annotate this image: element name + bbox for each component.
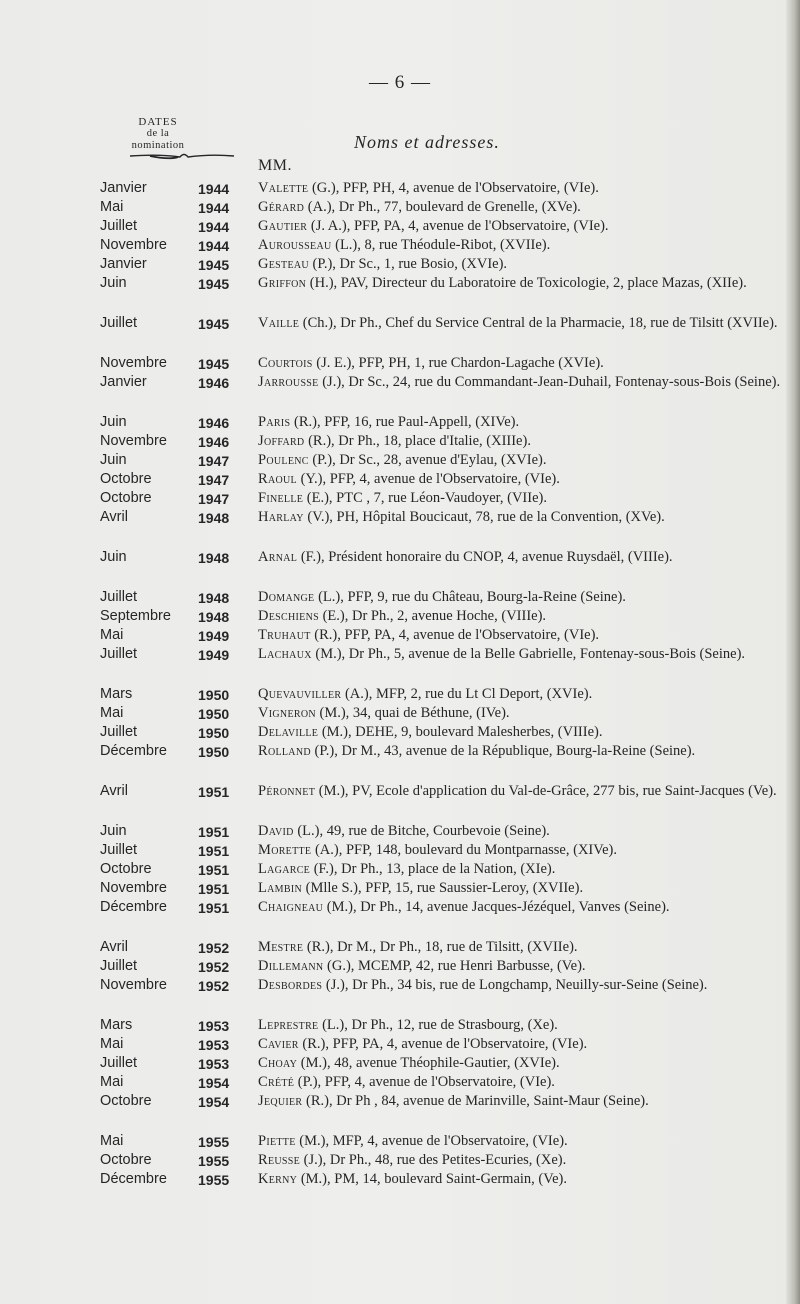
member-details: (V.), PH, Hôpital Boucicaut, 78, rue de la Convention, (XVe). xyxy=(303,509,665,525)
nomination-year: 1947 xyxy=(198,491,230,507)
list-item xyxy=(0,626,800,645)
member-details: (R.), PFP, PA, 4, avenue de l'Observatoire, (VIe). xyxy=(298,1036,588,1052)
nomination-month: Juillet xyxy=(100,315,138,331)
member-details: (H.), PAV, Directeur du Laboratoire de Toxicologie, 2, place Mazas, (XIIe). xyxy=(306,275,747,291)
member-name: Gesteau xyxy=(258,256,309,272)
list-item xyxy=(0,1092,800,1132)
nomination-year: 1944 xyxy=(198,200,230,216)
nomination-month: Décembre xyxy=(100,1171,167,1187)
nomination-year: 1955 xyxy=(198,1134,230,1150)
nomination-month: Juillet xyxy=(100,724,138,740)
member-entry-text xyxy=(258,1073,788,1092)
member-name: Rolland xyxy=(258,743,311,759)
list-item xyxy=(0,1132,800,1151)
dates-header-line: DATES xyxy=(138,116,178,128)
nomination-year: 1951 xyxy=(198,843,230,859)
nomination-month: Juin xyxy=(100,275,127,291)
list-item xyxy=(0,548,800,588)
member-name: Vaille xyxy=(258,315,300,331)
nomination-month: Octobre xyxy=(100,1093,152,1109)
nomination-month: Mai xyxy=(100,627,124,643)
member-name: Péronnet xyxy=(258,783,316,799)
member-entry-text xyxy=(258,198,788,217)
member-details: (A.), Dr Ph., 77, boulevard de Grenelle, (XVe). xyxy=(304,199,581,215)
member-name: Lachaux xyxy=(258,646,312,662)
member-entry-text xyxy=(258,898,788,938)
member-details: (M.), 48, avenue Théophile-Gautier, (XVIe). xyxy=(297,1055,560,1071)
member-details: (R.), Dr Ph , 84, avenue de Marinville, Saint-Maur (Seine). xyxy=(302,1093,649,1109)
member-details: (P.), Dr Sc., 1, rue Bosio, (XVIe). xyxy=(308,256,508,272)
nomination-year: 1947 xyxy=(198,472,230,488)
member-entry-text xyxy=(258,879,788,898)
member-name: Joffard xyxy=(258,433,305,449)
member-name: Chaigneau xyxy=(258,899,324,915)
member-entry-text xyxy=(258,645,788,685)
nomination-month: Janvier xyxy=(100,180,147,196)
nomination-month: Juin xyxy=(100,549,127,565)
nomination-month: Juillet xyxy=(100,1055,138,1071)
nomination-year: 1954 xyxy=(198,1075,230,1091)
nomination-month: Janvier xyxy=(100,256,147,272)
nomination-month: Mai xyxy=(100,1133,124,1149)
list-item xyxy=(0,723,800,742)
nomination-month: Avril xyxy=(100,939,128,955)
member-name: Gérard xyxy=(258,199,305,215)
member-name: Harlay xyxy=(258,509,304,525)
member-name: Raoul xyxy=(258,471,297,487)
member-name: Valette xyxy=(258,180,309,196)
member-entry-text xyxy=(258,685,788,704)
nomination-year: 1946 xyxy=(198,415,230,431)
member-entry-text xyxy=(258,548,788,588)
list-item xyxy=(0,451,800,470)
list-item xyxy=(0,742,800,782)
member-entry-text xyxy=(258,314,788,354)
member-entry-text xyxy=(258,588,788,607)
member-entry-text xyxy=(258,976,788,1016)
member-entry-text xyxy=(258,432,788,451)
list-item xyxy=(0,1054,800,1073)
member-details: (J. E.), PFP, PH, 1, rue Chardon-Lagache (XVIe). xyxy=(312,355,604,371)
nomination-month: Décembre xyxy=(100,743,167,759)
list-item xyxy=(0,255,800,274)
nomination-year: 1955 xyxy=(198,1153,230,1169)
nomination-year: 1944 xyxy=(198,238,230,254)
nomination-month: Juillet xyxy=(100,958,138,974)
nomination-year: 1945 xyxy=(198,316,230,332)
member-name: Deschiens xyxy=(258,608,319,624)
nomination-year: 1952 xyxy=(198,978,230,994)
nomination-month: Juin xyxy=(100,823,127,839)
member-name: Poulenc xyxy=(258,452,309,468)
nomination-month: Novembre xyxy=(100,977,167,993)
member-details: (L.), Dr Ph., 12, rue de Strasbourg, (Xe). xyxy=(318,1017,558,1033)
list-item xyxy=(0,645,800,685)
nomination-month: Juillet xyxy=(100,589,138,605)
member-entry-text xyxy=(258,841,788,860)
nomination-year: 1953 xyxy=(198,1018,230,1034)
member-name: Quevauviller xyxy=(258,686,342,702)
nomination-month: Novembre xyxy=(100,880,167,896)
member-details: (R.), PFP, 16, rue Paul-Appell, (XIVe). xyxy=(290,414,520,430)
member-details: (J.), Dr Ph., 48, rue des Petites-Ecuries, (Xe). xyxy=(300,1152,567,1168)
nomination-month: Janvier xyxy=(100,374,147,390)
nomination-year: 1951 xyxy=(198,784,230,800)
list-item xyxy=(0,1073,800,1092)
nomination-year: 1948 xyxy=(198,609,230,625)
nomination-month: Juillet xyxy=(100,842,138,858)
member-entry-text xyxy=(258,1132,788,1151)
member-entry-text xyxy=(258,489,788,508)
list-item xyxy=(0,607,800,626)
member-details: (G.), PFP, PH, 4, avenue de l'Observatoire, (VIe). xyxy=(308,180,599,196)
nomination-month: Mai xyxy=(100,1036,124,1052)
member-name: Gautier xyxy=(258,218,308,234)
list-item xyxy=(0,373,800,413)
member-details: (A.), MFP, 2, rue du Lt Cl Deport, (XVIe). xyxy=(341,686,593,702)
member-name: Arnal xyxy=(258,549,298,565)
nomination-year: 1949 xyxy=(198,647,230,663)
list-item xyxy=(0,1151,800,1170)
nomination-month: Octobre xyxy=(100,1152,152,1168)
list-item xyxy=(0,898,800,938)
member-entry-text xyxy=(258,1092,788,1132)
member-entry-text xyxy=(258,179,788,198)
list-item xyxy=(0,354,800,373)
member-details: (P.), Dr Sc., 28, avenue d'Eylau, (XVIe). xyxy=(308,452,547,468)
member-name: Reusse xyxy=(258,1152,301,1168)
member-name: Leprestre xyxy=(258,1017,319,1033)
nomination-month: Juin xyxy=(100,452,127,468)
nomination-year: 1951 xyxy=(198,862,230,878)
dates-column-header xyxy=(108,116,208,152)
nomination-year: 1947 xyxy=(198,453,230,469)
nomination-month: Mai xyxy=(100,1074,124,1090)
member-name: Courtois xyxy=(258,355,313,371)
list-item xyxy=(0,470,800,489)
member-entry-text xyxy=(258,860,788,879)
nomination-year: 1952 xyxy=(198,959,230,975)
nomination-year: 1944 xyxy=(198,219,230,235)
member-details: (Mlle S.), PFP, 15, rue Saussier-Leroy, (XVIIe). xyxy=(302,880,584,896)
nomination-month: Septembre xyxy=(100,608,171,624)
salutation: MM. xyxy=(258,157,292,174)
member-name: Morette xyxy=(258,842,312,858)
nomination-year: 1955 xyxy=(198,1172,230,1188)
member-entry-text xyxy=(258,723,788,742)
nomination-year: 1948 xyxy=(198,590,230,606)
member-entry-text xyxy=(258,704,788,723)
nomination-month: Juillet xyxy=(100,218,138,234)
member-details: (J.), Dr Sc., 24, rue du Commandant-Jean-Duhail, Fontenay-sous-Bois (Seine). xyxy=(318,374,781,390)
member-name: Cavier xyxy=(258,1036,299,1052)
member-name: Truhaut xyxy=(258,627,311,643)
nomination-year: 1951 xyxy=(198,824,230,840)
list-item xyxy=(0,860,800,879)
member-entry-text xyxy=(258,413,788,432)
member-details: (M.), DEHE, 9, boulevard Malesherbes, (VIIIe). xyxy=(318,724,603,740)
member-name: Aurousseau xyxy=(258,237,332,253)
nomination-month: Octobre xyxy=(100,490,152,506)
nomination-month: Mars xyxy=(100,686,133,702)
list-item xyxy=(0,938,800,957)
list-item xyxy=(0,489,800,508)
member-entry-text xyxy=(258,217,788,236)
list-item xyxy=(0,217,800,236)
nomination-year: 1950 xyxy=(198,725,230,741)
nomination-year: 1946 xyxy=(198,375,230,391)
member-details: (A.), PFP, 148, boulevard du Montparnasse, (XIVe). xyxy=(311,842,617,858)
nomination-month: Décembre xyxy=(100,899,167,915)
list-item xyxy=(0,588,800,607)
list-item xyxy=(0,782,800,822)
nomination-month: Octobre xyxy=(100,861,152,877)
list-item xyxy=(0,198,800,217)
member-details: (P.), Dr M., 43, avenue de la République, Bourg-la-Reine (Seine). xyxy=(310,743,696,759)
nomination-year: 1944 xyxy=(198,181,230,197)
list-item xyxy=(0,432,800,451)
nomination-year: 1952 xyxy=(198,940,230,956)
member-entry-text xyxy=(258,1035,788,1054)
member-details: (E.), Dr Ph., 2, avenue Hoche, (VIIIe). xyxy=(318,608,547,624)
member-entry-text xyxy=(258,354,788,373)
list-item xyxy=(0,1035,800,1054)
nomination-year: 1945 xyxy=(198,276,230,292)
member-details: (M.), MFP, 4, avenue de l'Observatoire, (VIe). xyxy=(295,1133,568,1149)
member-details: (J. A.), PFP, PA, 4, avenue de l'Observatoire, (VIe). xyxy=(307,218,609,234)
member-details: (M.), PV, Ecole d'application du Val-de-Grâce, 277 bis, rue Saint-Jacques (Ve). xyxy=(315,783,777,799)
list-item xyxy=(0,1016,800,1035)
member-name: Finelle xyxy=(258,490,304,506)
names-column-header: Noms et adresses. xyxy=(354,132,500,152)
member-details: (L.), 49, rue de Bitche, Courbevoie (Seine). xyxy=(293,823,550,839)
member-entry-text xyxy=(258,1170,788,1189)
member-details: (M.), 34, quai de Béthune, (IVe). xyxy=(315,705,510,721)
member-entry-text xyxy=(258,626,788,645)
nomination-month: Juillet xyxy=(100,646,138,662)
member-details: (J.), Dr Ph., 34 bis, rue de Longchamp, Neuilly-sur-Seine (Seine). xyxy=(322,977,708,993)
dates-header-line: de la xyxy=(146,128,170,139)
member-name: Jarrousse xyxy=(258,374,319,390)
member-details: (L.), PFP, 9, rue du Château, Bourg-la-Reine (Seine). xyxy=(314,589,626,605)
member-details: (R.), Dr M., Dr Ph., 18, rue de Tilsitt, (XVIIe). xyxy=(303,939,578,955)
list-item xyxy=(0,179,800,198)
member-name: Crété xyxy=(258,1074,295,1090)
member-name: Jequier xyxy=(258,1093,303,1109)
nomination-year: 1950 xyxy=(198,706,230,722)
nomination-year: 1951 xyxy=(198,881,230,897)
member-name: Vigneron xyxy=(258,705,316,721)
nomination-month: Novembre xyxy=(100,355,167,371)
nomination-year: 1948 xyxy=(198,510,230,526)
nomination-month: Avril xyxy=(100,783,128,799)
member-name: David xyxy=(258,823,294,839)
page-number: — 6 — xyxy=(369,72,431,93)
member-details: (F.), Dr Ph., 13, place de la Nation, (XIe). xyxy=(310,861,556,877)
nomination-year: 1950 xyxy=(198,744,230,760)
ornament-divider xyxy=(130,150,234,164)
list-item xyxy=(0,704,800,723)
member-name: Griffon xyxy=(258,275,307,291)
member-entry-text xyxy=(258,470,788,489)
nomination-year: 1948 xyxy=(198,550,230,566)
member-entry-text xyxy=(258,373,788,413)
member-entry-text xyxy=(258,822,788,841)
nomination-month: Mai xyxy=(100,199,124,215)
member-name: Lagarce xyxy=(258,861,311,877)
list-item xyxy=(0,274,800,314)
member-name: Lambin xyxy=(258,880,302,896)
member-details: (M.), Dr Ph., 5, avenue de la Belle Gabrielle, Fontenay-sous-Bois (Seine). xyxy=(311,646,746,662)
member-entry-text xyxy=(258,1016,788,1035)
nomination-month: Mai xyxy=(100,705,124,721)
nomination-month: Novembre xyxy=(100,433,167,449)
member-entry-text xyxy=(258,274,788,314)
member-entry-text xyxy=(258,782,788,822)
list-item xyxy=(0,685,800,704)
member-name: Delaville xyxy=(258,724,319,740)
member-details: (R.), PFP, PA, 4, avenue de l'Observatoire, (VIe). xyxy=(310,627,600,643)
nomination-year: 1951 xyxy=(198,900,230,916)
member-details: (Ch.), Dr Ph., Chef du Service Central de la Pharmacie, 18, rue de Tilsitt (XVIIe). xyxy=(299,315,778,331)
member-entry-text xyxy=(258,255,788,274)
member-name: Mestre xyxy=(258,939,304,955)
nomination-month: Novembre xyxy=(100,237,167,253)
list-item xyxy=(0,413,800,432)
member-details: (R.), Dr Ph., 18, place d'Italie, (XIIIe). xyxy=(304,433,531,449)
member-details: (P.), PFP, 4, avenue de l'Observatoire, (VIe). xyxy=(294,1074,555,1090)
member-details: (L.), 8, rue Théodule-Ribot, (XVIIe). xyxy=(331,237,551,253)
member-details: (M.), PM, 14, boulevard Saint-Germain, (Ve). xyxy=(297,1171,568,1187)
member-details: (Y.), PFP, 4, avenue de l'Observatoire, (VIe). xyxy=(296,471,560,487)
member-details: (E.), PTC , 7, rue Léon-Vaudoyer, (VIIe). xyxy=(303,490,547,506)
member-entry-text xyxy=(258,236,788,255)
member-entry-text xyxy=(258,957,788,976)
list-item xyxy=(0,822,800,841)
member-details: (F.), Président honoraire du CNOP, 4, avenue Ruysdaël, (VIIIe). xyxy=(297,549,673,565)
list-item xyxy=(0,957,800,976)
member-name: Piette xyxy=(258,1133,296,1149)
list-item xyxy=(0,508,800,548)
nomination-year: 1945 xyxy=(198,257,230,273)
member-entry-text xyxy=(258,508,788,548)
nomination-month: Juin xyxy=(100,414,127,430)
nomination-year: 1946 xyxy=(198,434,230,450)
member-list xyxy=(0,179,800,1189)
member-entry-text xyxy=(258,607,788,626)
member-name: Paris xyxy=(258,414,291,430)
list-item xyxy=(0,236,800,255)
nomination-year: 1950 xyxy=(198,687,230,703)
member-entry-text xyxy=(258,1054,788,1073)
list-item xyxy=(0,841,800,860)
member-details: (M.), Dr Ph., 14, avenue Jacques-Jézéquel, Vanves (Seine). xyxy=(323,899,670,915)
member-entry-text xyxy=(258,742,788,782)
dates-header-line: nomination xyxy=(131,140,185,151)
member-name: Desbordes xyxy=(258,977,323,993)
member-name: Dillemann xyxy=(258,958,324,974)
member-entry-text xyxy=(258,1151,788,1170)
nomination-year: 1945 xyxy=(198,356,230,372)
list-item xyxy=(0,879,800,898)
nomination-month: Avril xyxy=(100,509,128,525)
member-name: Kerny xyxy=(258,1171,298,1187)
nomination-year: 1949 xyxy=(198,628,230,644)
nomination-month: Mars xyxy=(100,1017,133,1033)
member-name: Choay xyxy=(258,1055,298,1071)
list-item xyxy=(0,1170,800,1189)
member-details: (G.), MCEMP, 42, rue Henri Barbusse, (Ve). xyxy=(323,958,586,974)
member-name: Domange xyxy=(258,589,315,605)
list-item xyxy=(0,314,800,354)
member-entry-text xyxy=(258,451,788,470)
nomination-year: 1954 xyxy=(198,1094,230,1110)
list-item xyxy=(0,976,800,1016)
nomination-month: Octobre xyxy=(100,471,152,487)
member-entry-text xyxy=(258,938,788,957)
nomination-year: 1953 xyxy=(198,1056,230,1072)
nomination-year: 1953 xyxy=(198,1037,230,1053)
